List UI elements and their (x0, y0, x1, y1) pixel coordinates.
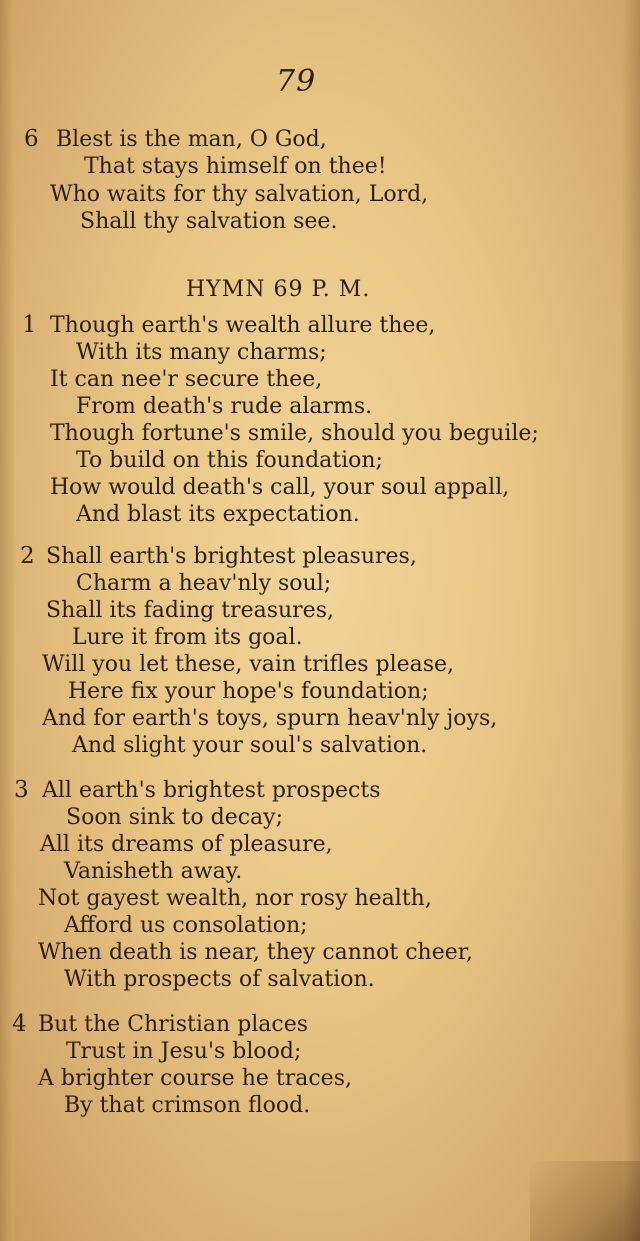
page-number: 79 (276, 64, 317, 99)
verse-line: A brighter course he traces, (38, 1066, 352, 1091)
verse-line: Vanisheth away. (64, 859, 243, 884)
verse-line: All its dreams of pleasure, (40, 832, 333, 857)
verse-line: Though fortune's smile, should you beguile; (50, 421, 539, 446)
verse-line: Shall thy salvation see. (80, 209, 338, 234)
stanza-number: 3 (14, 777, 29, 803)
verse-line: Shall earth's brightest pleasures, (46, 544, 417, 569)
verse-line: Here fix your hope's foundation; (68, 679, 429, 704)
verse-line: Soon sink to decay; (66, 805, 284, 830)
verse-line: With prospects of salvation. (64, 967, 375, 992)
verse-line: From death's rude alarms. (76, 394, 373, 419)
verse-line: All earth's brightest prospects (42, 778, 381, 803)
verse-line: But the Christian places (38, 1012, 309, 1037)
hymn-heading: HYMN 69 P. M. (186, 277, 371, 302)
page-corner-stain (530, 1161, 640, 1241)
stanza-number: 6 (24, 126, 39, 152)
verse-line: Will you let these, vain trifles please, (42, 652, 455, 677)
verse-line: How would death's call, your soul appall, (50, 475, 510, 500)
stanza-number: 2 (20, 543, 35, 569)
verse-line: Lure it from its goal. (72, 625, 303, 650)
stanza-number: 1 (22, 312, 37, 338)
verse-line: And slight your soul's salvation. (72, 733, 428, 758)
verse-line: Not gayest wealth, nor rosy health, (38, 886, 432, 911)
verse-line: With its many charms; (76, 340, 327, 365)
verse-line: Trust in Jesu's blood; (66, 1039, 302, 1064)
verse-line: Shall its fading treasures, (46, 598, 334, 623)
verse-line: Charm a heav'nly soul; (76, 571, 332, 596)
page-left-edge (0, 0, 14, 1241)
verse-line: That stays himself on thee! (84, 154, 387, 179)
verse-line: And for earth's toys, spurn heav'nly joys, (42, 706, 498, 731)
verse-line: Afford us consolation; (64, 913, 308, 938)
verse-line: Blest is the man, O God, (56, 127, 327, 152)
stanza-number: 4 (12, 1011, 27, 1037)
verse-line: Though earth's wealth allure thee, (50, 313, 436, 338)
verse-line: Who waits for thy salvation, Lord, (50, 182, 429, 207)
page-right-edge (622, 0, 640, 1241)
verse-line: By that crimson flood. (64, 1093, 311, 1118)
verse-line: When death is near, they cannot cheer, (38, 940, 473, 965)
verse-line: It can nee'r secure thee, (50, 367, 323, 392)
verse-line: And blast its expectation. (76, 502, 360, 527)
verse-line: To build on this foundation; (76, 448, 383, 473)
